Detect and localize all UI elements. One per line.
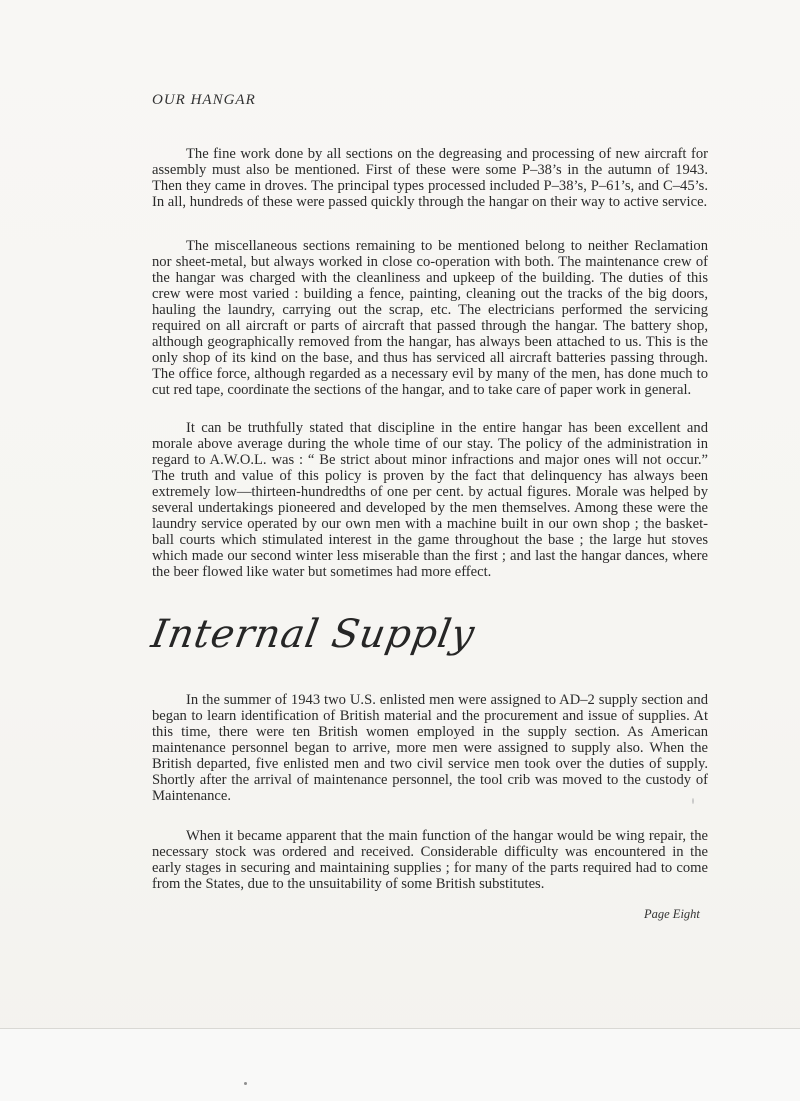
- paragraph-miscellaneous-sections: The miscellaneous sections remaining to be mentioned belong to neither Reclamation nor sheet-metal, but always worked in close co-operation with both. The maintenance crew of the hangar was charged with the cleanliness and upkeep of the building. The duties of this crew were most varied : building a fence, painting, cleaning out the tracks of the big doors, hauling the laundry, carrying out the scrap, etc. The electricians performed the servicing required on all aircraft or parts of aircraft that passed through the hangar. The battery shop, although geographically removed from the hangar, has always been attached to us. This is the only shop of its kind on the base, and thus has serviced all aircraft batteries passing through. The office force, although regarded as a necessary evil by many of the men, has done much to cut red tape, coordinate the sections of the hangar, and to take care of paper work in general.: [152, 238, 708, 398]
- scan-background: [0, 1029, 800, 1101]
- running-head: OUR HANGAR: [152, 92, 256, 108]
- paragraph-discipline-morale: It can be truthfully stated that discipline in the entire hangar has been excellent and morale above average during the whole time of our stay. The policy of the administration in regard to A.W.O.L. was : “ Be strict about minor infractions and major ones will not occur.” The truth and value of this policy is proven by the fact that delinquency has always been extremely low—thirteen-hundredths of one per cent. by actual figures. Morale was helped by several undertakings pioneered and developed by the men themselves. Among these were the laundry service operated by our own men with a machine built in our own shop ; the basket-ball courts which stimulated interest in the game throughout the base ; the large hut stoves which made our second winter less miserable than the first ; and last the hangar dances, where the beer flowed like water but sometimes had more effect.: [152, 420, 708, 580]
- section-heading-internal-supply: Internal Supply: [148, 612, 479, 657]
- page-number: Page Eight: [644, 907, 700, 921]
- paragraph-supply-difficulty: When it became apparent that the main function of the hangar would be wing repair, the necessary stock was ordered and received. Considerable difficulty was encountered in the early stages in securing and maintaining supplies ; for many of the parts required had to come from the States, due to the unsuitability of some British substitutes.: [152, 828, 708, 892]
- paragraph-degreasing: The fine work done by all sections on the degreasing and processing of new aircraft for assembly must also be mentioned. First of these were some P–38’s in the autumn of 1943. Then they came in droves. The principal types processed included P–38’s, P–61’s, and C–45’s. In all, hundreds of these were passed quickly through the hangar on their way to active service.: [152, 146, 708, 210]
- scan-speck: [244, 1082, 247, 1085]
- scan-speck: [692, 798, 694, 804]
- paragraph-supply-history: In the summer of 1943 two U.S. enlisted men were assigned to AD–2 supply section and began to learn identification of British material and the procurement and issue of supplies. At this time, there were ten British women employed in the supply section. As American maintenance personnel began to arrive, more men were assigned to supply also. When the British departed, five enlisted men and two civil service men took over the duties of supply. Shortly after the arrival of maintenance personnel, the tool crib was moved to the custody of Maintenance.: [152, 692, 708, 804]
